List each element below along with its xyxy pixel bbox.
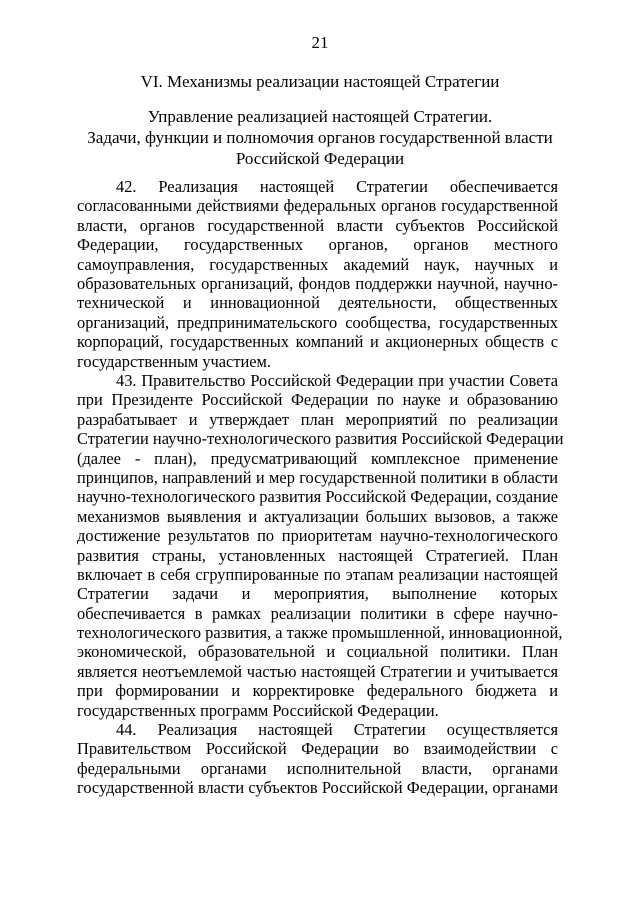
paragraph-line: является неотъемлемой частью настоящей Стратегии и учитывается: [77, 661, 558, 681]
paragraph-line: Правительством Российской Федерации во взаимодействии с: [77, 739, 558, 759]
paragraph-line: включает в себя сгруппированные по этапам реализации настоящей: [77, 564, 558, 584]
paragraph-line: согласованными действиями федеральных органов государственной: [77, 196, 558, 216]
paragraph-line: 42. Реализация настоящей Стратегии обеспечивается: [116, 177, 558, 196]
paragraph-line: Федерации, государственных органов, органов местного: [77, 235, 558, 255]
paragraph-line: государственных программ Российской Федерации.: [77, 700, 439, 720]
paragraph-line: 44. Реализация настоящей Стратегии осуществляется: [116, 720, 558, 739]
section-title: VI. Механизмы реализации настоящей Стратегии: [140, 72, 500, 91]
paragraph-line: научно-технологического развития Российской Федерации, создание: [77, 487, 558, 507]
paragraph-line: государственным участием.: [77, 351, 271, 371]
paragraph-line: развития страны, установленных настоящей Стратегией. План: [77, 545, 558, 565]
paragraph-line: принципов, направлений и мер государственной политики в области: [77, 467, 558, 487]
paragraph-43: [77, 371, 564, 720]
paragraph-line: обеспечивается в рамках реализации политики в сфере научно-: [77, 603, 558, 623]
subtitle: [40, 106, 600, 169]
paragraph-line: (далее - план), предусматривающий комплексное применение: [77, 448, 558, 468]
subtitle-line: Задачи, функции и полномочия органов государственной власти: [87, 128, 553, 147]
paragraph-line: Стратегии задачи и мероприятия, выполнение которых: [77, 584, 558, 604]
paragraph-line: образовательных организаций, фондов поддержки научной, научно-: [77, 273, 558, 293]
paragraph-line: при формировании и корректировке федерального бюджета и: [77, 681, 558, 701]
paragraph-line: экономической, образовательной и социальной политики. План: [77, 642, 558, 662]
paragraph-line: государственной власти субъектов Российской Федерации, органами: [77, 778, 558, 798]
paragraph-line: корпораций, государственных компаний и акционерных обществ с: [77, 332, 558, 352]
paragraph-line: самоуправления, государственных академий наук, научных и: [77, 254, 558, 274]
page-number: 21: [311, 33, 329, 52]
paragraph-42: [77, 177, 558, 371]
subtitle-line: Управление реализацией настоящей Стратегии.: [147, 107, 493, 126]
paragraph-line: федеральными органами исполнительной власти, органами: [77, 758, 558, 778]
paragraph-line: организаций, предпринимательского сообщества, государственных: [77, 312, 558, 332]
paragraph-44: [77, 720, 558, 798]
paragraph-line: достижение результатов по приоритетам научно-технологического: [77, 526, 558, 546]
paragraph-line: власти, органов государственной власти субъектов Российской: [77, 215, 558, 235]
paragraph-line: Стратегии научно-технологического развития Российской Федерации: [77, 429, 564, 449]
paragraph-line: разрабатывает и утверждает план мероприятий по реализации: [77, 409, 558, 429]
paragraph-line: при Президенте Российской Федерации по науке и образованию: [77, 390, 558, 410]
paragraph-line: технологического развития, а также промышленной, инновационной,: [77, 623, 563, 643]
paragraph-line: технической и инновационной деятельности, общественных: [77, 293, 558, 313]
subtitle-line: Российской Федерации: [235, 149, 405, 168]
paragraph-line: механизмов выявления и актуализации больших вызовов, а также: [77, 506, 558, 526]
paragraph-line: 43. Правительство Российской Федерации при участии Совета: [116, 371, 558, 390]
